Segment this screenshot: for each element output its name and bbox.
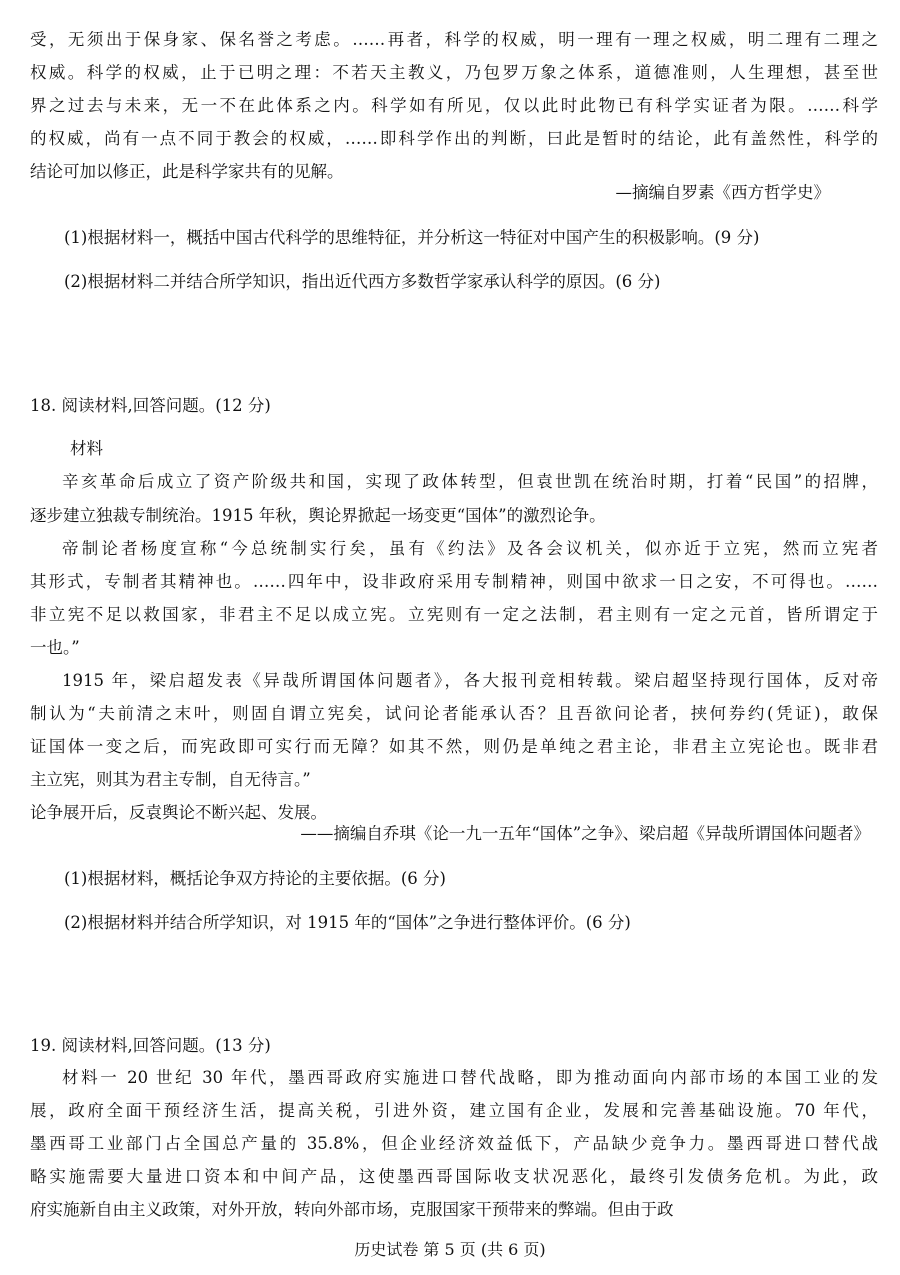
s19-line-5: 府实施新自由主义政策，对外开放，转向外部市场，克服国家干预带来的弊端。但由于政 [30, 1200, 674, 1219]
s17-line-4: 的权威，尚有一点不同于教会的权威，……即科学作出的判断，曰此是暂时的结论，此有盖然性，科学的 [30, 129, 878, 148]
page-footer: 历史试卷 第 5 页 (共 6 页) [354, 1240, 546, 1259]
s18-line-6: 一也。” [30, 638, 80, 657]
s17-source: —摘编自罗素《西方哲学史》 [615, 183, 830, 202]
s18-line-10: 主立宪，则其为君主专制，自无待言。” [30, 770, 311, 789]
s18-line-2: 逐步建立独裁专制统治。1915 年秋，舆论界掀起一场变更“国体”的激烈论争。 [30, 506, 606, 525]
s18-line-11: 论争展开后，反袁舆论不断兴起、发展。 [30, 803, 327, 822]
s19-line-2: 展，政府全面干预经济生活，提高关税，引进外资，建立国有企业，发展和完善基础设施。70 年代， [30, 1101, 878, 1120]
s17-line-5: 结论可加以修正，此是科学家共有的见解。 [30, 162, 344, 181]
s17-line-2: 权威。科学的权威，止于已明之理：不若天主教义，乃包罗万象之体系，道德准则，人生理想，甚至世 [30, 63, 878, 82]
s17-line-1: 受，无须出于保身家、保名誉之考虑。……再者，科学的权威，明一理有一理之权威，明二理有二理之 [30, 30, 878, 49]
s17-question-1: (1)根据材料一，概括中国古代科学的思维特征，并分析这一特征对中国产生的积极影响。(9 分) [64, 228, 760, 247]
s18-heading: 18. 阅读材料,回答问题。(12 分) [30, 396, 271, 415]
s17-line-3: 界之过去与未来，无一不在此体系之内。科学如有所见，仅以此时此物已有科学实证者为限。……科学 [30, 96, 878, 115]
s19-heading: 19. 阅读材料,回答问题。(13 分) [30, 1036, 271, 1055]
s19-line-4: 略实施需要大量进口资本和中间产品，这使墨西哥国际收支状况恶化，最终引发债务危机。为此，政 [30, 1167, 878, 1186]
s18-line-8: 制认为“夫前清之末叶，则固自谓立宪矣，试问论者能承认否？且吾欲问论者，挟何券约(凭证)，敢保 [30, 704, 878, 723]
s18-line-3: 帝制论者杨度宣称“今总统制实行矣，虽有《约法》及各会议机关，似亦近于立宪，然而立宪者 [62, 539, 878, 558]
s18-line-5: 非立宪不足以救国家，非君主不足以成立宪。立宪则有一定之法制，君主则有一定之元首，皆所谓定于 [30, 605, 878, 624]
s18-question-2: (2)根据材料并结合所学知识，对 1915 年的“国体”之争进行整体评价。(6 分) [64, 913, 631, 932]
s18-material-label: 材料 [70, 439, 103, 458]
s19-line-3: 墨西哥工业部门占全国总产量的 35.8%，但企业经济效益低下，产品缺少竞争力。墨西哥进口替代战 [30, 1134, 878, 1153]
s18-line-4: 其形式，专制者其精神也。……四年中，设非政府采用专制精神，则国中欲求一日之安，不可得也。…… [30, 572, 878, 591]
s18-source: ——摘编自乔琪《论一九一五年“国体”之争》、梁启超《异哉所谓国体问题者》 [300, 824, 870, 843]
s18-line-7: 1915 年，梁启超发表《异哉所谓国体问题者》，各大报刊竞相转载。梁启超坚持现行国体，反对帝 [62, 671, 878, 690]
s17-question-2: (2)根据材料二并结合所学知识，指出近代西方多数哲学家承认科学的原因。(6 分) [64, 272, 661, 291]
s19-line-1: 材料一 20 世纪 30 年代，墨西哥政府实施进口替代战略，即为推动面向内部市场的本国工业的发 [62, 1068, 878, 1087]
s18-line-9: 证国体一变之后，而宪政即可实行而无障？如其不然，则仍是单纯之君主论，非君主立宪论也。既非君 [30, 737, 878, 756]
s18-question-1: (1)根据材料，概括论争双方持论的主要依据。(6 分) [64, 869, 446, 888]
s18-line-1: 辛亥革命后成立了资产阶级共和国，实现了政体转型，但袁世凯在统治时期，打着“民国”的招牌， [62, 472, 878, 491]
